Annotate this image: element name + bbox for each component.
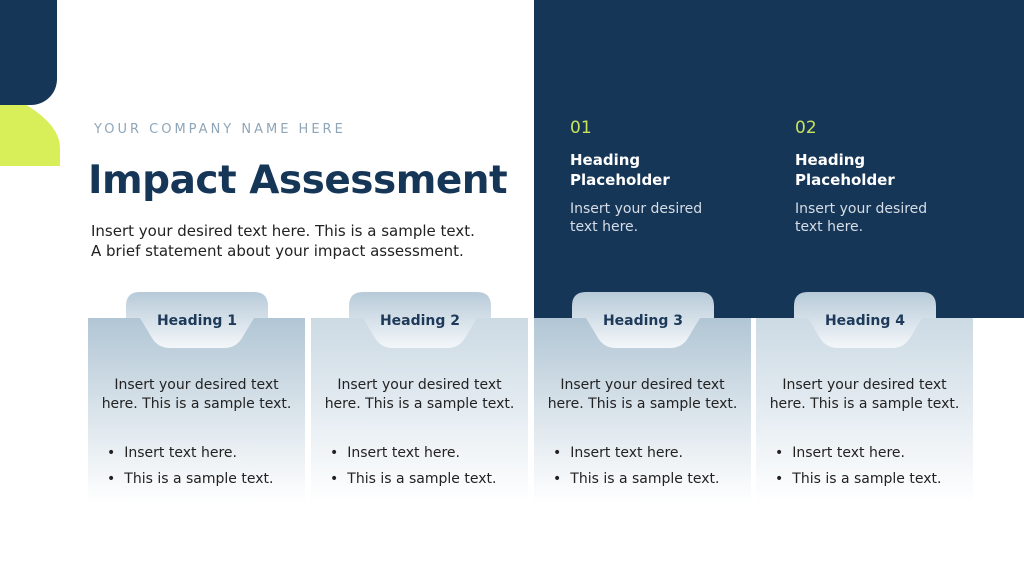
card-text (534, 376, 751, 414)
intro-line: Insert your desired text here. This is a sample text. (91, 222, 475, 240)
card-bullets (775, 440, 941, 492)
card-heading: Heading 1 (156, 313, 238, 329)
card-text (311, 376, 528, 414)
card-bullets (330, 440, 496, 492)
card-tab-1 (126, 292, 268, 349)
card-text-line: Insert your desired text (560, 377, 725, 393)
card-text (88, 376, 305, 414)
bullet-item: • Insert text here. (107, 440, 273, 466)
panel-heading-line: Heading (795, 151, 866, 169)
card-bullets (553, 440, 719, 492)
card-tab-4 (794, 292, 936, 349)
bullet-item: • This is a sample text. (107, 466, 273, 492)
panel-number: 01 (570, 118, 592, 138)
card-text-line: Insert your desired text (782, 377, 947, 393)
decor-navy-shape (0, 0, 57, 105)
bullet-item: • This is a sample text. (775, 466, 941, 492)
panel-text-line: Insert your desired (570, 201, 703, 217)
panel-heading-line: Placeholder (570, 171, 670, 189)
panel-item-02 (795, 118, 995, 236)
page-title: Impact Assessment (88, 158, 508, 203)
panel-text (570, 200, 770, 236)
card-heading: Heading 2 (379, 313, 461, 329)
card-text-line: here. This is a sample text. (769, 396, 960, 412)
panel-text-line: Insert your desired (795, 201, 928, 217)
card-text-line: Insert your desired text (114, 377, 279, 393)
company-name: YOUR COMPANY NAME HERE (94, 122, 346, 137)
bullet-item: • This is a sample text. (553, 466, 719, 492)
panel-text (795, 200, 995, 236)
card-text (756, 376, 973, 414)
panel-text-line: text here. (795, 219, 864, 235)
intro-text (91, 221, 491, 261)
panel-text-line: text here. (570, 219, 639, 235)
card-tab-3 (572, 292, 714, 349)
card-heading: Heading 4 (824, 313, 906, 329)
panel-heading-line: Placeholder (795, 171, 895, 189)
panel-item-01 (570, 118, 770, 236)
bullet-item: • Insert text here. (775, 440, 941, 466)
bullet-item: • This is a sample text. (330, 466, 496, 492)
card-text-line: here. This is a sample text. (101, 396, 292, 412)
bullet-item: • Insert text here. (553, 440, 719, 466)
card-bullets (107, 440, 273, 492)
card-text-line: Insert your desired text (337, 377, 502, 393)
card-tab-2 (349, 292, 491, 349)
panel-number: 02 (795, 118, 817, 138)
panel-heading-line: Heading (570, 151, 641, 169)
card-text-line: here. This is a sample text. (324, 396, 515, 412)
panel-heading (795, 150, 995, 190)
panel-heading (570, 150, 770, 190)
card-heading: Heading 3 (602, 313, 684, 329)
bullet-item: • Insert text here. (330, 440, 496, 466)
card-text-line: here. This is a sample text. (547, 396, 738, 412)
intro-line: A brief statement about your impact assessment. (91, 242, 464, 260)
